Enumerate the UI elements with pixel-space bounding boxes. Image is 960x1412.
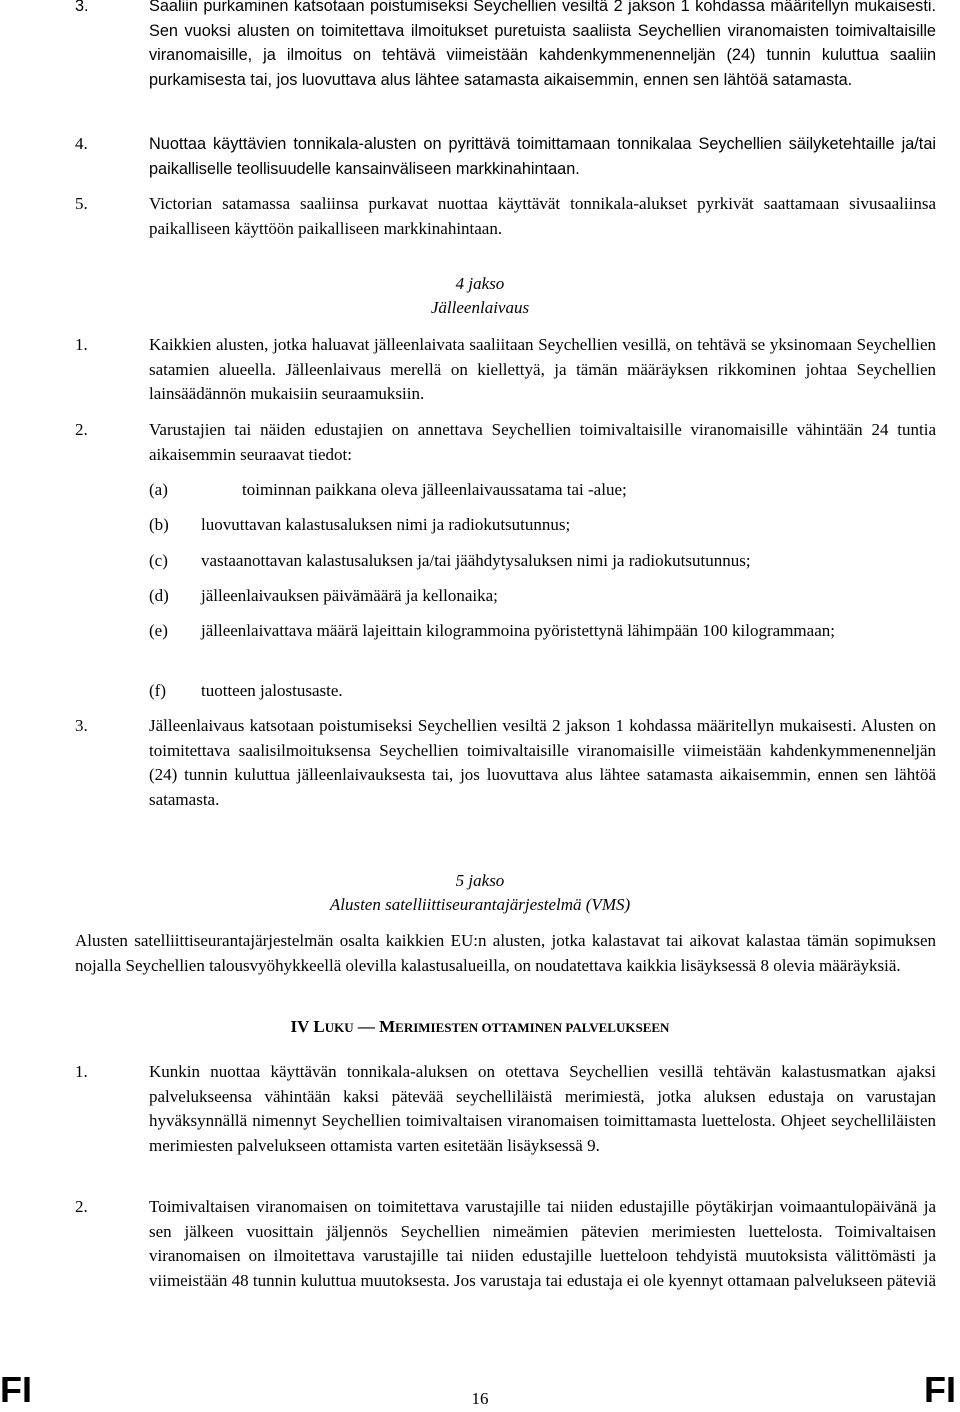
paragraph-text: Saaliin purkaminen katsotaan poistumiseksi Seychellien vesiltä 2 jakson 1 kohdassa määritellyn mukaisesti. Sen vuoksi alusten on toimitettava ilmoitukset puretuista saaliista Seychellien viranomaisten toimivaltaisille viranomaisille, ja ilmoitus on tehtävä viimeistään kahdenkymmenenneljän (24) tunnin kuluttua saaliin purkamisesta tai, jos luovuttava alus lähtee satamasta aikaisemmin, ennen sen lähtöä satamasta. xyxy=(149,0,936,89)
paragraph-number: 1. xyxy=(75,1062,88,1081)
page-number: 16 xyxy=(471,1389,489,1408)
list-item-text: jälleenlaivauksen päivämäärä ja kellonaika; xyxy=(201,586,498,605)
paragraph-text: Toimivaltaisen viranomaisen on toimitettava varustajille tai niiden edustajille pöytäkirjan voimaantulopäivänä ja sen jälkeen vuosittain jäljennös Seychellien nimeämien pätevien merimiesten luettelosta. Toimivaltaisen viranomaisen on ilmoitettava varustajille tai niiden edustajille luetteloon tehdyistä muutoksista välittömästi ja viimeistään 48 tunnin kuluttua muutoksesta. Jos varustaja tai edustaja ei ole kyennyt ottamaan palvelukseen päteviä xyxy=(149,1197,936,1290)
chapter-word-2-initial: M xyxy=(379,1017,396,1036)
paragraph-text: Jälleenlaivaus katsotaan poistumiseksi Seychellien vesiltä 2 jakson 1 kohdassa määritellyn mukaisesti. Alusten on toimitettava saalisilmoituksensa Seychellien toimivaltaisille viranomaisille viimeistään kahdenkymmenenneljän (24) tunnin kuluttua jälleenlaivauksesta tai, jos luovuttava alus lähtee satamasta aikaisemmin, ennen sen lähtöä satamasta. xyxy=(149,716,936,809)
list-item xyxy=(149,584,936,609)
paragraph-4-landing xyxy=(75,132,936,181)
list-item-label: (d) xyxy=(149,586,169,605)
paragraph-number: 5. xyxy=(75,194,88,213)
list-item xyxy=(149,679,936,704)
list-item xyxy=(149,478,936,503)
list-item xyxy=(149,619,936,644)
paragraph-3-landing xyxy=(75,0,936,92)
paragraph-number: 4. xyxy=(75,134,88,153)
chapter-word-1-initial: L xyxy=(313,1017,325,1036)
footer-language-right: FI xyxy=(924,1369,956,1410)
footer-language-left: FI xyxy=(0,1369,32,1410)
list-item-text: toiminnan paikkana oleva jälleenlaivaussatama tai -alue; xyxy=(242,480,627,499)
chapter-roman: IV xyxy=(290,1017,310,1036)
section-title: 5 jakso xyxy=(455,871,505,890)
section-4-heading xyxy=(0,272,960,320)
paragraph-number: 3. xyxy=(75,0,89,15)
paragraph-text: Varustajien tai näiden edustajien on annettava Seychellien toimivaltaisille viranomaisille vähintään 24 tuntia aikaisemmin seuraavat tiedot: xyxy=(149,420,936,464)
paragraph-number: 2. xyxy=(75,1197,88,1216)
list-item-label: (a) xyxy=(149,480,168,499)
paragraph-2-seamen xyxy=(75,1195,936,1318)
chapter-word-1-rest: UKU xyxy=(324,1020,354,1035)
paragraph-number: 2. xyxy=(75,420,88,439)
paragraph-3-transhipment xyxy=(75,714,936,812)
paragraph-text: Kaikkien alusten, jotka haluavat jälleenlaivata saaliitaan Seychellien vesillä, on tehtävä se yksinomaan Seychellien satamien alueella. Jälleenlaivaus merellä on kiellettyä, ja tämän määräyksen rikkominen johtaa Seychellien lainsäädännön mukaisiin seuraamuksiin. xyxy=(149,335,936,403)
paragraph-text: Nuottaa käyttävien tonnikala-alusten on pyrittävä toimittamaan tonnikalaa Seychellien säilyketehtaille ja/tai paikalliselle teollisuudelle kansainväliseen markkinahintaan. xyxy=(149,135,936,178)
paragraph-text: Victorian satamassa saaliinsa purkavat nuottaa käyttävät tonnikala-alukset pyrkivät saattamaan sivusaaliinsa paikalliseen käyttöön paikalliseen markkinahintaan. xyxy=(149,194,936,238)
section-subtitle: Jälleenlaivaus xyxy=(430,298,530,317)
paragraph-number: 1. xyxy=(75,335,88,354)
paragraph-1-seamen xyxy=(75,1060,936,1158)
list-item-text: luovuttavan kalastusaluksen nimi ja radiokutsutunnus; xyxy=(201,515,571,534)
list-item-text: vastaanottavan kalastusaluksen ja/tai jäähdytysaluksen nimi ja radiokutsutunnus; xyxy=(201,551,751,570)
chapter-word-2-rest: ERIMIESTEN OTTAMINEN PALVELUKSEEN xyxy=(395,1020,670,1035)
paragraph-1-transhipment xyxy=(75,333,936,407)
chapter-dash: — xyxy=(353,1017,380,1036)
paragraph-5-landing xyxy=(75,192,936,241)
paragraph-text: Kunkin nuottaa käyttävän tonnikala-aluksen on otettava Seychellien vesillä tehtävän kalastusmatkan ajaksi palvelukseensa vähintään kaksi pätevää seychelliläistä merimiestä, jotka aluksen edustaja on varustajan hyväksynnällä nimennyt Seychellien toimivaltaisen viranomaisen toimittamasta luettelosta. Ohjeet seychelliläisten merimiesten palvelukseen ottamista varten esitetään lisäyksessä 9. xyxy=(149,1062,936,1155)
section-subtitle: Alusten satelliittiseurantajärjestelmä (VMS) xyxy=(329,895,631,914)
section-5-heading xyxy=(0,869,960,917)
paragraph-2-transhipment xyxy=(75,418,936,467)
list-item-text: tuotteen jalostusaste. xyxy=(201,681,343,700)
list-item-label: (b) xyxy=(149,515,169,534)
list-item xyxy=(149,513,936,538)
list-item-label: (c) xyxy=(149,551,168,570)
vms-paragraph: Alusten satelliittiseurantajärjestelmän osalta kaikkien EU:n alusten, jotka kalastavat tai aikovat kalastaa tämän sopimuksen nojalla Seychellien talousvyöhykkeellä olevilla kalastusalueilla, on noudatettava kaikkia lisäyksessä 8 olevia määräyksiä. xyxy=(75,931,936,975)
list-item-label: (f) xyxy=(149,681,166,700)
list-item xyxy=(149,549,936,574)
chapter-heading xyxy=(0,1015,960,1041)
list-item-label: (e) xyxy=(149,621,168,640)
section-title: 4 jakso xyxy=(455,274,505,293)
list-item-text: jälleenlaivattava määrä lajeittain kilogrammoina pyöristettynä lähimpään 100 kilogrammaan; xyxy=(201,621,835,640)
paragraph-number: 3. xyxy=(75,716,88,735)
